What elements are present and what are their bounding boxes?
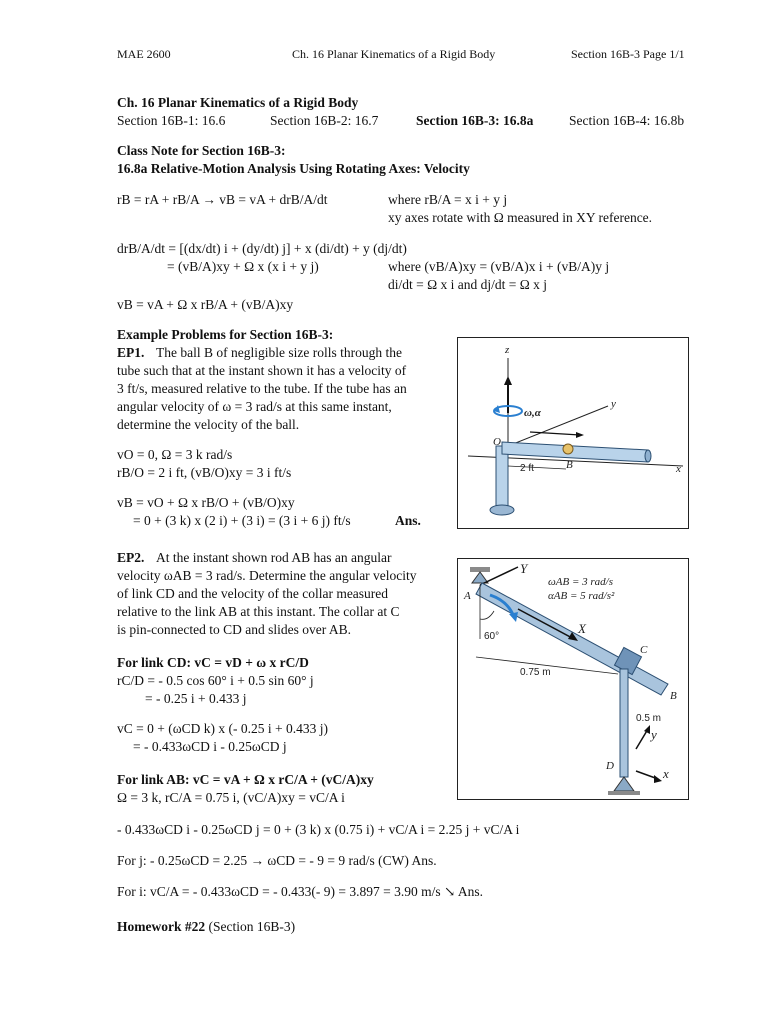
ep2-cd-line-3: = - 0.25 i + 0.433 j (145, 691, 247, 706)
ep1-b-label: B (566, 459, 573, 471)
class-note-heading: Class Note for Section 16B-3: (117, 143, 286, 158)
ep2-support-d (608, 791, 640, 795)
note-line-derivative: drB/A/dt = [(dx/dt) i + (dy/dt) j] + x (di/dt) + y (dj/dt) (117, 241, 407, 256)
ep1-z-label: z (505, 344, 510, 356)
section-ref-3: Section 16B-3: 16.8a (416, 113, 534, 128)
ep1-sol-1: vO = 0, Ω = 3 k rad/s (117, 447, 233, 462)
homework-section: (Section 16B-3) (208, 919, 296, 934)
ep2-label: EP2. (117, 550, 145, 565)
ep2-for-j: For j: - 0.25ωCD = 2.25 → ωCD = - 9 = 9 rad/s (CW) Ans. (117, 853, 437, 868)
ep1-sol-4: = 0 + (3 k) x (2 i) + (3 i) = (3 i + 6 j) ft/s (133, 513, 351, 528)
ep1-omega-arrow-head (504, 376, 512, 385)
class-note-subheading: 16.8a Relative-Motion Analysis Using Rotating Axes: Velocity (117, 161, 470, 176)
ep2-x-upper-label: X (578, 621, 586, 636)
ep2-text-3: of link CD and the velocity of the collar measured (117, 586, 389, 601)
ep1-y-label: y (611, 398, 616, 410)
ep1-text-1: The ball B of negligible size rolls through the (156, 345, 402, 360)
ep1-label: EP1. (117, 345, 145, 360)
ep1-ball (563, 444, 573, 454)
ep2-y-upper-label: Y (520, 561, 528, 576)
ep2-c-label: C (640, 644, 648, 656)
ep1-text-3: 3 ft/s, measured relative to the tube. If the tube has an (117, 381, 407, 396)
ep2-omega-label: ωAB = 3 rad/s (548, 576, 613, 588)
ep2-b-label: B (670, 690, 677, 702)
ep1-sol-2: rB/O = 2 i ft, (vB/O)xy = 3 i ft/s (117, 465, 292, 480)
ep1-omega-label: ω,α (524, 407, 541, 419)
ep1-dim-label: 2 ft (520, 463, 534, 474)
homework-label: Homework #22 (117, 919, 206, 934)
ep2-len-ab-label: 0.75 m (520, 667, 551, 678)
ep2-d-label: D (606, 760, 614, 772)
header-page: Section 16B-3 Page 1/1 (571, 47, 685, 61)
ep2-cd-line-2: rC/D = - 0.5 cos 60° i + 0.5 sin 60° j (117, 673, 314, 688)
ep2-ab-heading: For link AB: vC = vA + Ω x rC/A + (vC/A)xy (117, 772, 374, 787)
ep2-y-lower-label: y (651, 727, 657, 742)
ep2-angle-arc (480, 611, 494, 619)
header-course: MAE 2600 (117, 47, 171, 61)
note-line-position: rB = rA + rB/A → vB = vA + drB/A/dt (117, 192, 328, 207)
ep2-text-5: is pin-connected to CD and slides over AB. (117, 622, 351, 637)
ep2-len-cd-label: 0.5 m (636, 713, 662, 724)
ep2-link-cd (620, 669, 628, 777)
ep1-o-label: O (493, 436, 501, 448)
section-ref-1: Section 16B-1: 16.6 (117, 113, 226, 128)
ep1-y-axis (508, 406, 608, 446)
ep1-text-5: determine the velocity of the ball. (117, 417, 300, 432)
note-line-unit-derivs: di/dt = Ω x i and dj/dt = Ω x j (388, 277, 548, 292)
ep2-x-axis-rod (518, 609, 574, 639)
ep2-omega-arrow-icon (509, 612, 518, 622)
ep2-text-2: velocity ωAB = 3 rad/s. Determine the angular velocity (117, 568, 417, 583)
ep1-sol-3: vB = vO + Ω x rB/O + (vB/O)xy (117, 495, 295, 510)
ep1-dim-line (508, 466, 566, 469)
note-line-rotate: xy axes rotate with Ω measured in XY reference. (388, 210, 653, 225)
homework-line (117, 918, 295, 936)
ep2-figure (457, 558, 689, 800)
ep2-cd-line-5: = - 0.433ωCD i - 0.25ωCD j (133, 739, 287, 754)
ep2-combined: - 0.433ωCD i - 0.25ωCD j = 0 + (3 k) x (0.75 i) + vC/A i = 2.25 j + vC/A i (117, 822, 520, 837)
ep2-alpha-label: αAB = 5 rad/s² (548, 590, 615, 602)
ep2-cd-heading: For link CD: vC = vD + ω x rC/D (117, 655, 309, 670)
ep1-tube-end (645, 450, 651, 462)
ep1-tube-base (490, 505, 514, 515)
examples-heading: Example Problems for Section 16B-3: (117, 327, 334, 342)
ep1-velocity-arrow-head (576, 432, 584, 438)
note-line-derivative-result: = (vB/A)xy + Ω x (x i + y j) (167, 259, 319, 274)
section-ref-4: Section 16B-4: 16.8b (569, 113, 685, 128)
ep2-angle-label: 60° (484, 631, 500, 642)
note-line-where: where rB/A = x i + y j (388, 192, 508, 207)
doc-title: Ch. 16 Planar Kinematics of a Rigid Body (117, 95, 359, 110)
note-line-where2: where (vB/A)xy = (vB/A)x i + (vB/A)y j (388, 259, 610, 274)
ep1-text-4: angular velocity of ω = 3 rad/s at this same instant, (117, 399, 392, 414)
ep2-cd-line-4: vC = 0 + (ωCD k) x (- 0.25 i + 0.433 j) (117, 721, 328, 736)
note-line-velocity-eq: vB = vA + Ω x rB/A + (vB/A)xy (117, 297, 294, 312)
ep2-ab-line-2: Ω = 3 k, rC/A = 0.75 i, (vC/A)xy = vC/A i (117, 790, 345, 805)
ep1-x-label: x (676, 463, 681, 475)
ep2-for-i: For i: vC/A = - 0.433ωCD = - 0.433(- 9) = 3.897 = 3.90 m/s ↘ Ans. (117, 884, 484, 899)
ep2-a-label: A (464, 590, 471, 602)
ep1-answer-label: Ans. (395, 513, 421, 528)
ep2-pin-d (614, 777, 634, 791)
ep2-text-1: At the instant shown rod AB has an angular (156, 550, 392, 565)
ep2-y-axis-d-head (644, 725, 650, 734)
ep2-text-4: relative to the link AB at this instant. The collar at C (117, 604, 400, 619)
ep2-pin-a (472, 572, 488, 583)
ep1-tube-vertical (496, 446, 508, 508)
header-chapter: Ch. 16 Planar Kinematics of a Rigid Body (292, 47, 496, 61)
section-ref-2: Section 16B-2: 16.7 (270, 113, 379, 128)
ep1-text-2: tube such that at the instant shown it has a velocity of (117, 363, 407, 378)
ep2-x-lower-label: x (663, 766, 669, 781)
ep2-x-axis-d-head (654, 775, 662, 783)
ep1-figure (457, 337, 689, 529)
